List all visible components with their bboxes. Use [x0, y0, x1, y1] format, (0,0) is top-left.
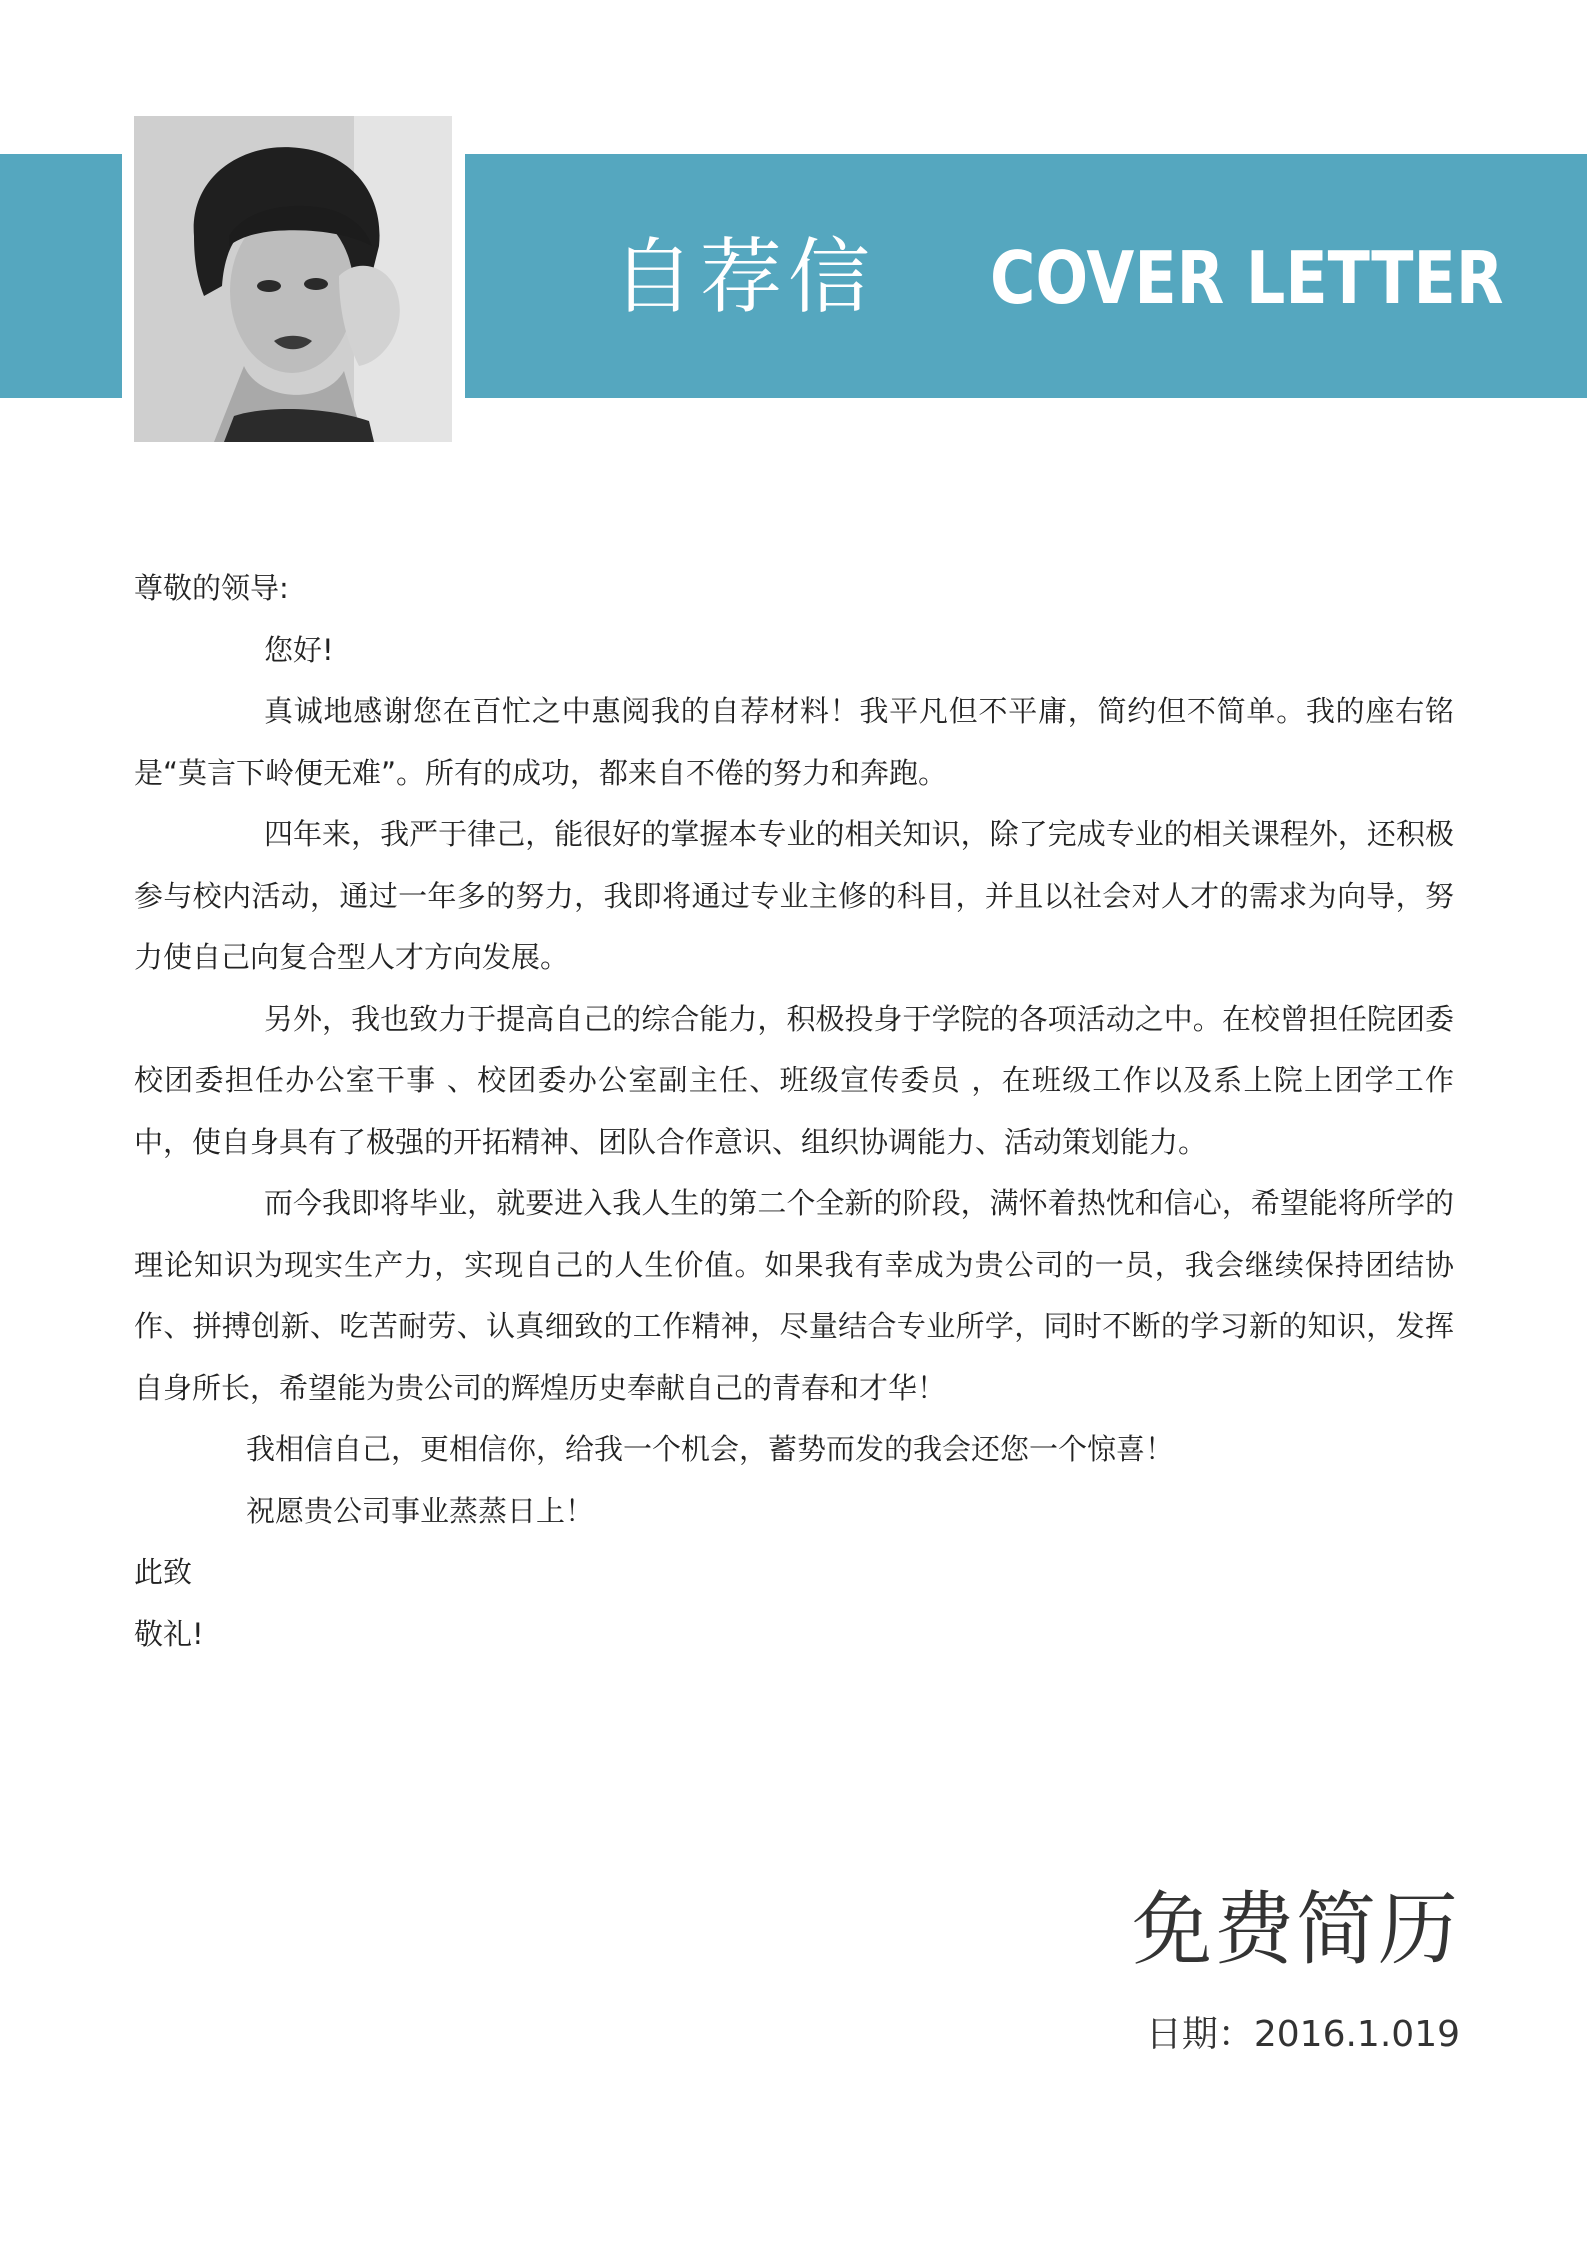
- letter-paragraph-1: 真诚地感谢您在百忙之中惠阅我的自荐材料！我平凡但不平庸，简约但不简单。我的座右铭是“莫言下岭便无难”。所有的成功，都来自不倦的努力和奔跑。: [134, 694, 1454, 790]
- portrait-photo-icon: [134, 116, 452, 442]
- letter-paragraph-3: 另外，我也致力于提高自己的综合能力，积极投身于学院的各项活动之中。在校曾担任院团委校团委担任办公室干事 、校团委办公室副主任、班级宣传委员 ，在班级工作以及系上院上团学工作中，使自身具有了极强的开拓精神、团队合作意识、组织协调能力、活动策划能力。: [134, 1001, 1454, 1159]
- title-chinese: 自荐信: [612, 230, 877, 325]
- letter-greeting: 您好!: [264, 632, 334, 667]
- portrait-photo: [134, 116, 452, 442]
- letter-paragraph-4: 而今我即将毕业，就要进入我人生的第二个全新的阶段，满怀着热忱和信心，希望能将所学的理论知识为现实生产力，实现自己的人生价值。如果我有幸成为贵公司的一员，我会继续保持团结协作、拼搏创新、吃苦耐劳、认真细致的工作精神，尽量结合专业所学，同时不断的学习新的知识，发挥自身所长，希望能为贵公司的辉煌历史奉献自己的青春和才华！: [134, 1186, 1454, 1405]
- signature: 免费简历: [1132, 1883, 1460, 1976]
- header-band-left: [0, 154, 122, 398]
- letter-body: [134, 558, 1454, 1665]
- title-english: COVER LETTER: [990, 236, 1504, 320]
- letter-paragraph-5: 我相信自己，更相信你，给我一个机会，蓄势而发的我会还您一个惊喜！: [246, 1432, 1175, 1466]
- letter-paragraph-6: 祝愿贵公司事业蒸蒸日上！: [246, 1493, 595, 1528]
- letter-salutation: 尊敬的领导:: [134, 571, 289, 605]
- letter-closing-1: 此致: [134, 1555, 193, 1589]
- letter-date: 日期：2016.1.019: [1145, 2014, 1460, 2055]
- letter-paragraph-2: 四年来，我严于律己，能很好的掌握本专业的相关知识，除了完成专业的相关课程外，还积极参与校内活动，通过一年多的努力，我即将通过专业主修的科目，并且以社会对人才的需求为向导，努力使自己向复合型人才方向发展。: [134, 817, 1454, 974]
- letter-closing-2: 敬礼!: [134, 1616, 204, 1651]
